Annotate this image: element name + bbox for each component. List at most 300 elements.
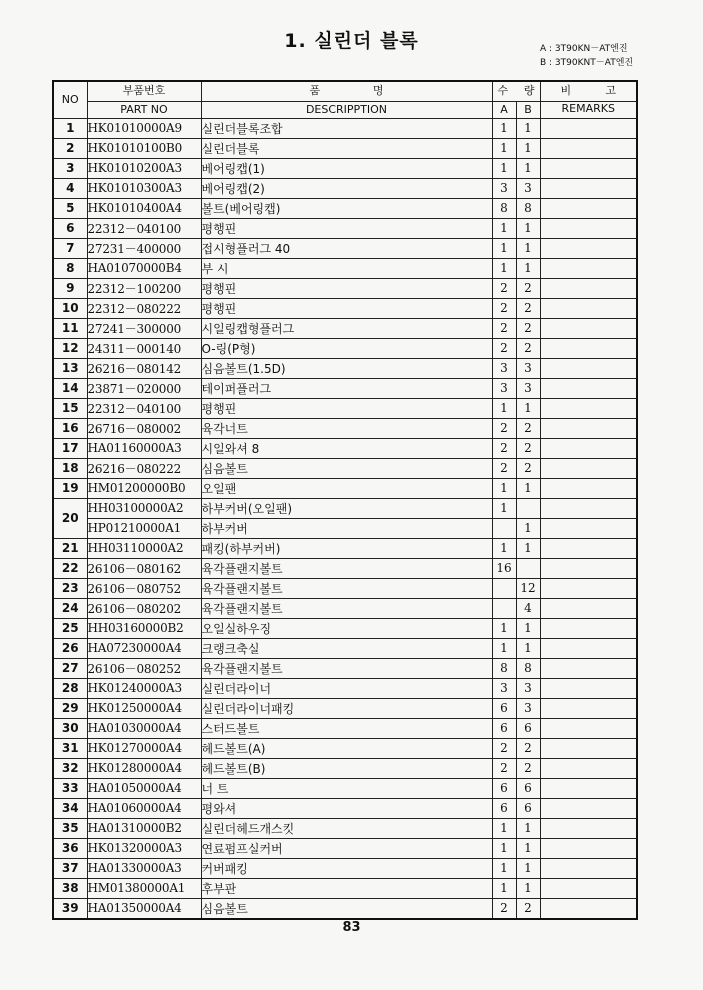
table-row	[53, 378, 637, 398]
quantity-a: 1	[492, 218, 516, 238]
quantity-b: 1	[516, 538, 540, 558]
quantity-a: 1	[492, 878, 516, 898]
quantity-a: 8	[492, 658, 516, 678]
part-description: 심음볼트	[201, 458, 492, 478]
quantity-a: 2	[492, 438, 516, 458]
quantity-b: 1	[516, 878, 540, 898]
part-description: 너 트	[201, 778, 492, 798]
table-row	[53, 218, 637, 238]
quantity-b: 6	[516, 778, 540, 798]
part-description: 시일링캡형플러그	[201, 318, 492, 338]
remarks	[540, 678, 637, 698]
remarks	[540, 298, 637, 318]
part-number: 26716－080002	[87, 418, 201, 438]
header-part-no-kr: 부품번호	[87, 81, 201, 101]
header-remarks-kr	[540, 81, 637, 101]
part-description: 심음볼트	[201, 898, 492, 919]
quantity-b: 4	[516, 598, 540, 618]
remarks	[540, 818, 637, 838]
row-number: 27	[53, 658, 87, 678]
part-description: 평행핀	[201, 398, 492, 418]
remarks	[540, 158, 637, 178]
quantity-b: 3	[516, 698, 540, 718]
quantity-a: 1	[492, 638, 516, 658]
part-number: HK01010200A3	[87, 158, 201, 178]
row-number: 3	[53, 158, 87, 178]
quantity-a: 2	[492, 738, 516, 758]
row-number: 12	[53, 338, 87, 358]
part-number: HK01320000A3	[87, 838, 201, 858]
table-row	[53, 578, 637, 598]
part-number: HA01030000A4	[87, 718, 201, 738]
table-row	[53, 698, 637, 718]
remarks	[540, 198, 637, 218]
quantity-b: 3	[516, 358, 540, 378]
part-description: 시일와셔 8	[201, 438, 492, 458]
header-description-kr-1: 품	[309, 84, 321, 98]
engine-note-b: B : 3T90KNT－AT엔진	[540, 58, 634, 68]
remarks	[540, 738, 637, 758]
header-quantity-kr-1: 수	[497, 84, 509, 98]
row-number: 37	[53, 858, 87, 878]
part-number: HA01330000A3	[87, 858, 201, 878]
row-number: 20	[53, 498, 87, 538]
part-number: HM01380000A1	[87, 878, 201, 898]
part-description: 베어링캡(1)	[201, 158, 492, 178]
table-row	[53, 658, 637, 678]
table-row	[53, 258, 637, 278]
page-number: 83	[342, 920, 361, 935]
table-row	[53, 618, 637, 638]
row-number: 7	[53, 238, 87, 258]
table-row	[53, 398, 637, 418]
row-number: 10	[53, 298, 87, 318]
header-description-kr	[201, 81, 492, 101]
quantity-b: 1	[516, 218, 540, 238]
table-row	[53, 498, 637, 518]
quantity-a	[492, 598, 516, 618]
remarks	[540, 838, 637, 858]
part-number: HK01270000A4	[87, 738, 201, 758]
remarks	[540, 758, 637, 778]
quantity-b: 2	[516, 298, 540, 318]
part-description: 평행핀	[201, 278, 492, 298]
row-number: 8	[53, 258, 87, 278]
part-number: HK01010000A9	[87, 118, 201, 138]
remarks	[540, 178, 637, 198]
part-description: 헤드볼트(A)	[201, 738, 492, 758]
part-number: 22312－080222	[87, 298, 201, 318]
quantity-b: 1	[516, 618, 540, 638]
part-description: 볼트(베어링캡)	[201, 198, 492, 218]
part-number: HP01210000A1	[87, 518, 201, 538]
table-row	[53, 718, 637, 738]
table-row	[53, 438, 637, 458]
part-number: HK01240000A3	[87, 678, 201, 698]
quantity-b	[516, 558, 540, 578]
quantity-a: 16	[492, 558, 516, 578]
remarks	[540, 118, 637, 138]
table-row	[53, 738, 637, 758]
table-row	[53, 838, 637, 858]
quantity-a: 1	[492, 478, 516, 498]
part-number: 22312－100200	[87, 278, 201, 298]
row-number: 14	[53, 378, 87, 398]
quantity-a: 1	[492, 238, 516, 258]
quantity-b: 1	[516, 858, 540, 878]
header-description-kr-2: 명	[372, 84, 384, 98]
quantity-a: 2	[492, 898, 516, 919]
remarks	[540, 378, 637, 398]
quantity-a: 3	[492, 178, 516, 198]
part-description: 육각플랜지볼트	[201, 578, 492, 598]
quantity-b: 1	[516, 638, 540, 658]
table-row	[53, 458, 637, 478]
row-number: 18	[53, 458, 87, 478]
quantity-a: 3	[492, 378, 516, 398]
table-row	[53, 318, 637, 338]
part-number: 26106－080202	[87, 598, 201, 618]
part-number: HA01350000A4	[87, 898, 201, 919]
row-number: 26	[53, 638, 87, 658]
quantity-b: 2	[516, 278, 540, 298]
quantity-b	[516, 498, 540, 518]
row-number: 32	[53, 758, 87, 778]
row-number: 22	[53, 558, 87, 578]
table-row	[53, 298, 637, 318]
quantity-b: 1	[516, 478, 540, 498]
part-description: 심음볼트(1.5D)	[201, 358, 492, 378]
part-description: 패킹(하부커버)	[201, 538, 492, 558]
quantity-a: 6	[492, 798, 516, 818]
remarks	[540, 458, 637, 478]
part-number: HH03110000A2	[87, 538, 201, 558]
quantity-a: 2	[492, 298, 516, 318]
table-row	[53, 818, 637, 838]
quantity-b: 1	[516, 398, 540, 418]
part-description: 실린더블록조합	[201, 118, 492, 138]
quantity-a: 1	[492, 258, 516, 278]
table-row	[53, 878, 637, 898]
part-description: 실린더블록	[201, 138, 492, 158]
part-number: 26106－080162	[87, 558, 201, 578]
part-description: 육각플랜지볼트	[201, 658, 492, 678]
table-row	[53, 278, 637, 298]
quantity-b: 1	[516, 118, 540, 138]
table-row	[53, 538, 637, 558]
part-number: 27231－400000	[87, 238, 201, 258]
row-number: 5	[53, 198, 87, 218]
part-number: 22312－040100	[87, 218, 201, 238]
remarks	[540, 438, 637, 458]
quantity-a: 8	[492, 198, 516, 218]
table-row	[53, 678, 637, 698]
quantity-b: 2	[516, 738, 540, 758]
table-row	[53, 138, 637, 158]
remarks	[540, 538, 637, 558]
quantity-b: 1	[516, 238, 540, 258]
quantity-b: 1	[516, 818, 540, 838]
quantity-a: 3	[492, 678, 516, 698]
row-number: 28	[53, 678, 87, 698]
quantity-b: 6	[516, 798, 540, 818]
part-number: HK01280000A4	[87, 758, 201, 778]
table-row	[53, 798, 637, 818]
part-description: 실린더라이너패킹	[201, 698, 492, 718]
part-number: 23871－020000	[87, 378, 201, 398]
remarks	[540, 498, 637, 518]
row-number: 34	[53, 798, 87, 818]
quantity-a: 1	[492, 618, 516, 638]
quantity-b: 2	[516, 338, 540, 358]
table-row	[53, 418, 637, 438]
row-number: 29	[53, 698, 87, 718]
quantity-b: 8	[516, 198, 540, 218]
part-number: HK01010100B0	[87, 138, 201, 158]
quantity-a: 1	[492, 118, 516, 138]
part-description: 스터드볼트	[201, 718, 492, 738]
quantity-b: 3	[516, 678, 540, 698]
table-row	[53, 178, 637, 198]
quantity-a: 2	[492, 458, 516, 478]
row-number: 4	[53, 178, 87, 198]
quantity-a: 1	[492, 538, 516, 558]
remarks	[540, 558, 637, 578]
quantity-a: 2	[492, 318, 516, 338]
part-description: 평행핀	[201, 298, 492, 318]
table-row	[53, 858, 637, 878]
header-quantity-kr	[492, 81, 540, 101]
remarks	[540, 638, 637, 658]
part-description: 하부커버(오일팬)	[201, 498, 492, 518]
part-number: HA07230000A4	[87, 638, 201, 658]
part-number: HA01070000B4	[87, 258, 201, 278]
table-row	[53, 598, 637, 618]
part-number: 22312－040100	[87, 398, 201, 418]
part-description: 평와셔	[201, 798, 492, 818]
table-row	[53, 478, 637, 498]
table-row	[53, 758, 637, 778]
quantity-b: 2	[516, 458, 540, 478]
remarks	[540, 898, 637, 919]
table-row	[53, 778, 637, 798]
row-number: 21	[53, 538, 87, 558]
remarks	[540, 718, 637, 738]
part-description: 크랭크축실	[201, 638, 492, 658]
part-description: 헤드볼트(B)	[201, 758, 492, 778]
remarks	[540, 518, 637, 538]
row-number: 36	[53, 838, 87, 858]
row-number: 19	[53, 478, 87, 498]
part-number: 27241－300000	[87, 318, 201, 338]
quantity-a: 1	[492, 398, 516, 418]
part-number: HK01010300A3	[87, 178, 201, 198]
row-number: 39	[53, 898, 87, 919]
row-number: 30	[53, 718, 87, 738]
table-row	[53, 118, 637, 138]
quantity-b: 3	[516, 178, 540, 198]
remarks	[540, 578, 637, 598]
part-number: HA01310000B2	[87, 818, 201, 838]
part-description: 베어링캡(2)	[201, 178, 492, 198]
part-description: 실린더헤드개스킷	[201, 818, 492, 838]
row-number: 15	[53, 398, 87, 418]
quantity-a: 1	[492, 158, 516, 178]
row-number: 2	[53, 138, 87, 158]
part-number: 26216－080222	[87, 458, 201, 478]
part-description: 실린더라이너	[201, 678, 492, 698]
quantity-a: 2	[492, 338, 516, 358]
remarks	[540, 278, 637, 298]
part-number: HA01050000A4	[87, 778, 201, 798]
parts-table-body	[53, 118, 637, 919]
table-row	[53, 358, 637, 378]
row-number: 13	[53, 358, 87, 378]
header-remarks-kr-1: 비	[560, 84, 572, 98]
remarks	[540, 338, 637, 358]
quantity-a	[492, 518, 516, 538]
quantity-a: 6	[492, 778, 516, 798]
remarks	[540, 778, 637, 798]
row-number: 38	[53, 878, 87, 898]
page-title: 1. 실린더 블록	[284, 30, 419, 52]
parts-table-header	[53, 81, 637, 118]
table-row	[53, 338, 637, 358]
quantity-a: 3	[492, 358, 516, 378]
part-description: 커버패킹	[201, 858, 492, 878]
row-number: 17	[53, 438, 87, 458]
row-number: 24	[53, 598, 87, 618]
remarks	[540, 878, 637, 898]
part-number: 24311－000140	[87, 338, 201, 358]
table-row	[53, 638, 637, 658]
remarks	[540, 698, 637, 718]
table-row	[53, 558, 637, 578]
header-qty-a: A	[492, 101, 516, 118]
quantity-a: 2	[492, 278, 516, 298]
part-description: 후부판	[201, 878, 492, 898]
part-description: 테이퍼플러그	[201, 378, 492, 398]
part-description: 육각플랜지볼트	[201, 598, 492, 618]
row-number: 31	[53, 738, 87, 758]
quantity-a: 1	[492, 818, 516, 838]
engine-legend	[540, 42, 633, 70]
remarks	[540, 418, 637, 438]
header-remarks-kr-2: 고	[605, 84, 616, 98]
quantity-b: 2	[516, 438, 540, 458]
remarks	[540, 398, 637, 418]
header-qty-b: B	[516, 101, 540, 118]
row-number: 25	[53, 618, 87, 638]
part-description: 부 시	[201, 258, 492, 278]
row-number: 16	[53, 418, 87, 438]
part-description: 접시형플러그 40	[201, 238, 492, 258]
quantity-b: 12	[516, 578, 540, 598]
remarks	[540, 658, 637, 678]
remarks	[540, 478, 637, 498]
quantity-b: 2	[516, 418, 540, 438]
header-quantity-kr-2: 량	[523, 84, 535, 98]
quantity-a: 2	[492, 418, 516, 438]
part-number: HK01250000A4	[87, 698, 201, 718]
row-number: 9	[53, 278, 87, 298]
quantity-b: 8	[516, 658, 540, 678]
quantity-b: 6	[516, 718, 540, 738]
part-number: HH03160000B2	[87, 618, 201, 638]
quantity-a: 1	[492, 838, 516, 858]
part-number: HA01060000A4	[87, 798, 201, 818]
quantity-b: 2	[516, 898, 540, 919]
remarks	[540, 858, 637, 878]
part-number: HH03100000A2	[87, 498, 201, 518]
header-part-no-en: PART NO	[87, 101, 201, 118]
row-number: 11	[53, 318, 87, 338]
row-number: 1	[53, 118, 87, 138]
row-number: 35	[53, 818, 87, 838]
header-no: NO	[53, 81, 87, 118]
row-number: 23	[53, 578, 87, 598]
part-description: 육각너트	[201, 418, 492, 438]
part-description: 오일팬	[201, 478, 492, 498]
quantity-a: 1	[492, 498, 516, 518]
quantity-a: 6	[492, 698, 516, 718]
quantity-b: 1	[516, 838, 540, 858]
row-number: 6	[53, 218, 87, 238]
remarks	[540, 138, 637, 158]
part-number: HK01010400A4	[87, 198, 201, 218]
quantity-b: 1	[516, 158, 540, 178]
part-number: 26216－080142	[87, 358, 201, 378]
quantity-a: 6	[492, 718, 516, 738]
quantity-a: 2	[492, 758, 516, 778]
part-number: 26106－080252	[87, 658, 201, 678]
table-row	[53, 238, 637, 258]
engine-note-a: A : 3T90KN－AT엔진	[540, 44, 628, 54]
remarks	[540, 258, 637, 278]
table-row	[53, 158, 637, 178]
remarks	[540, 798, 637, 818]
part-description: 오일실하우징	[201, 618, 492, 638]
row-number: 33	[53, 778, 87, 798]
remarks	[540, 318, 637, 338]
part-description: 육각플랜지볼트	[201, 558, 492, 578]
part-number: HM01200000B0	[87, 478, 201, 498]
header-description-en: DESCRIPPTION	[201, 101, 492, 118]
quantity-b: 3	[516, 378, 540, 398]
part-description: 연료펌프실커버	[201, 838, 492, 858]
remarks	[540, 218, 637, 238]
part-description: 평행핀	[201, 218, 492, 238]
remarks	[540, 238, 637, 258]
part-description: 하부커버	[201, 518, 492, 538]
table-row	[53, 518, 637, 538]
part-number: HA01160000A3	[87, 438, 201, 458]
quantity-b: 2	[516, 758, 540, 778]
quantity-b: 1	[516, 258, 540, 278]
remarks	[540, 358, 637, 378]
quantity-a	[492, 578, 516, 598]
remarks	[540, 618, 637, 638]
quantity-b: 2	[516, 318, 540, 338]
quantity-a: 1	[492, 138, 516, 158]
quantity-b: 1	[516, 518, 540, 538]
remarks	[540, 598, 637, 618]
quantity-b: 1	[516, 138, 540, 158]
parts-table	[52, 80, 638, 920]
quantity-a: 1	[492, 858, 516, 878]
part-number: 26106－080752	[87, 578, 201, 598]
part-description: O-링(P형)	[201, 338, 492, 358]
